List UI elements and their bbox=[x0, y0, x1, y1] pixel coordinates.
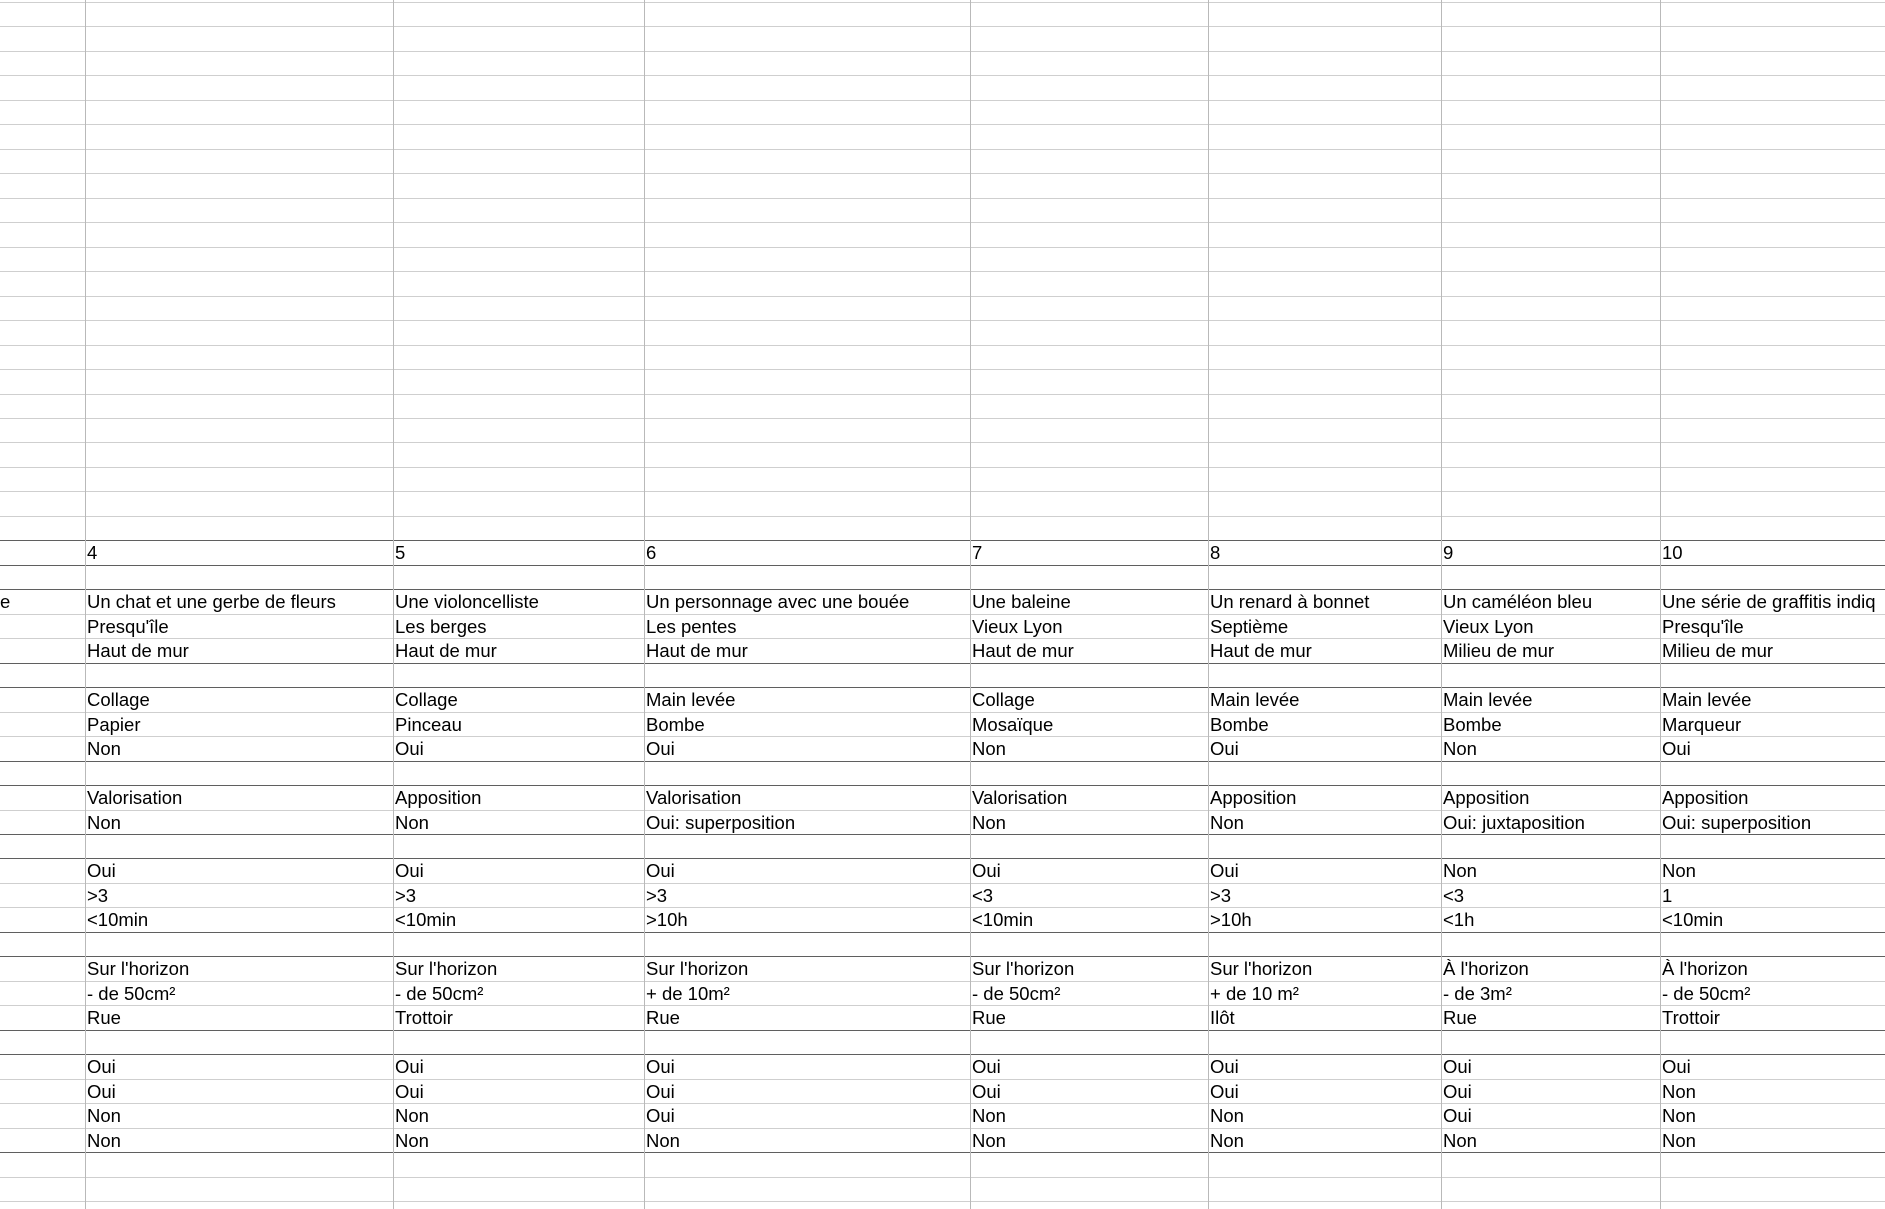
cell-serie[interactable]: Non bbox=[1443, 860, 1477, 882]
cell-relation[interactable]: Oui: juxtaposition bbox=[1443, 811, 1585, 833]
cell-critere_b[interactable]: Oui bbox=[646, 1080, 675, 1102]
cell-position[interactable]: Milieu de mur bbox=[1443, 640, 1555, 662]
cell-couleur[interactable]: Oui bbox=[646, 738, 675, 760]
cell-critere_a[interactable]: Oui bbox=[1210, 1056, 1239, 1078]
cell-relation[interactable]: Oui: superposition bbox=[1662, 811, 1812, 833]
cell-rapport[interactable]: Apposition bbox=[395, 787, 482, 809]
cell-relation[interactable]: Oui: superposition bbox=[646, 811, 796, 833]
cell-nom[interactable]: Un caméléon bleu bbox=[1443, 591, 1593, 613]
cell-critere_d[interactable]: Non bbox=[1443, 1129, 1477, 1151]
cell-technique[interactable]: Main levée bbox=[646, 689, 736, 711]
cell-critere_a[interactable]: Oui bbox=[646, 1056, 675, 1078]
cell-serie[interactable]: Oui bbox=[1210, 860, 1239, 882]
cell-critere_d[interactable]: Non bbox=[395, 1129, 429, 1151]
cell-quartier[interactable]: Les pentes bbox=[646, 615, 737, 637]
cell-surface[interactable]: + de 10 m² bbox=[1210, 982, 1299, 1004]
cell-duree[interactable]: >10h bbox=[1210, 909, 1252, 931]
column-number-cell[interactable]: 5 bbox=[395, 542, 406, 564]
cell-nom[interactable]: Une violoncelliste bbox=[395, 591, 539, 613]
cell-visibilite[interactable]: Sur l'horizon bbox=[87, 958, 190, 980]
cell-quartier[interactable]: Vieux Lyon bbox=[1443, 615, 1534, 637]
cell-critere_c[interactable]: Oui bbox=[646, 1105, 675, 1127]
cell-serie[interactable]: Oui bbox=[395, 860, 424, 882]
cell-critere_a[interactable]: Oui bbox=[1443, 1056, 1472, 1078]
cell-position[interactable]: Haut de mur bbox=[395, 640, 497, 662]
cell-surface[interactable]: + de 10m² bbox=[646, 982, 730, 1004]
cell-couleur[interactable]: Non bbox=[972, 738, 1006, 760]
cell-outil[interactable]: Bombe bbox=[646, 713, 705, 735]
cell-critere_b[interactable]: Oui bbox=[87, 1080, 116, 1102]
cell-relation[interactable]: Non bbox=[87, 811, 121, 833]
cell-couleur[interactable]: Oui bbox=[395, 738, 424, 760]
column-number-cell[interactable]: 8 bbox=[1210, 542, 1221, 564]
cell-couleur[interactable]: Oui bbox=[1210, 738, 1239, 760]
cell-nom[interactable]: Un renard à bonnet bbox=[1210, 591, 1370, 613]
cell-outil[interactable]: Bombe bbox=[1210, 713, 1269, 735]
cell-critere_b[interactable]: Oui bbox=[1210, 1080, 1239, 1102]
cell-position[interactable]: Haut de mur bbox=[972, 640, 1074, 662]
cell-technique[interactable]: Collage bbox=[395, 689, 458, 711]
cell-relation[interactable]: Non bbox=[1210, 811, 1244, 833]
cell-quartier[interactable]: Presqu'île bbox=[87, 615, 169, 637]
cell-serie[interactable]: Non bbox=[1662, 860, 1696, 882]
cell-surface[interactable]: - de 50cm² bbox=[1662, 982, 1751, 1004]
cell-couleur[interactable]: Non bbox=[87, 738, 121, 760]
cell-espace[interactable]: Trottoir bbox=[1662, 1007, 1720, 1029]
cell-technique[interactable]: Main levée bbox=[1443, 689, 1533, 711]
cell-critere_c[interactable]: Non bbox=[395, 1105, 429, 1127]
cell-duree[interactable]: <10min bbox=[87, 909, 149, 931]
cell-critere_b[interactable]: Non bbox=[1662, 1080, 1696, 1102]
cell-critere_b[interactable]: Oui bbox=[395, 1080, 424, 1102]
cell-quartier[interactable]: Vieux Lyon bbox=[972, 615, 1063, 637]
cell-visibilite[interactable]: Sur l'horizon bbox=[646, 958, 749, 980]
cell-critere_d[interactable]: Non bbox=[1210, 1129, 1244, 1151]
cell-technique[interactable]: Main levée bbox=[1662, 689, 1752, 711]
cell-nombre[interactable]: <3 bbox=[972, 884, 994, 906]
cell-technique[interactable]: Collage bbox=[87, 689, 150, 711]
cell-position[interactable]: Haut de mur bbox=[1210, 640, 1312, 662]
cell-nombre[interactable]: >3 bbox=[646, 884, 668, 906]
column-number-cell[interactable]: 10 bbox=[1662, 542, 1683, 564]
column-number-cell[interactable]: 9 bbox=[1443, 542, 1454, 564]
cell-espace[interactable]: Rue bbox=[1443, 1007, 1477, 1029]
cell-espace[interactable]: Rue bbox=[87, 1007, 121, 1029]
cell-espace[interactable]: Rue bbox=[646, 1007, 680, 1029]
cell-quartier[interactable]: Septième bbox=[1210, 615, 1289, 637]
cell-visibilite[interactable]: À l'horizon bbox=[1443, 958, 1529, 980]
cell-relation[interactable]: Non bbox=[395, 811, 429, 833]
cell-visibilite[interactable]: Sur l'horizon bbox=[1210, 958, 1313, 980]
cell-critere_d[interactable]: Non bbox=[972, 1129, 1006, 1151]
cell-critere_a[interactable]: Oui bbox=[87, 1056, 116, 1078]
cell-nombre[interactable]: <3 bbox=[1443, 884, 1465, 906]
cell-quartier[interactable]: Presqu'île bbox=[1662, 615, 1744, 637]
clipped-cell[interactable]: e bbox=[0, 591, 11, 613]
cell-surface[interactable]: - de 3m² bbox=[1443, 982, 1512, 1004]
cell-critere_c[interactable]: Non bbox=[1662, 1105, 1696, 1127]
cell-critere_d[interactable]: Non bbox=[1662, 1129, 1696, 1151]
cell-couleur[interactable]: Oui bbox=[1662, 738, 1691, 760]
cell-critere_a[interactable]: Oui bbox=[395, 1056, 424, 1078]
cell-surface[interactable]: - de 50cm² bbox=[87, 982, 176, 1004]
cell-critere_d[interactable]: Non bbox=[87, 1129, 121, 1151]
cell-serie[interactable]: Oui bbox=[646, 860, 675, 882]
cell-critere_a[interactable]: Oui bbox=[1662, 1056, 1691, 1078]
cell-nom[interactable]: Un chat et une gerbe de fleurs bbox=[87, 591, 336, 613]
cell-critere_a[interactable]: Oui bbox=[972, 1056, 1001, 1078]
cell-quartier[interactable]: Les berges bbox=[395, 615, 487, 637]
cell-nom[interactable]: Une baleine bbox=[972, 591, 1071, 613]
cell-surface[interactable]: - de 50cm² bbox=[395, 982, 484, 1004]
cell-critere_c[interactable]: Non bbox=[972, 1105, 1006, 1127]
cell-visibilite[interactable]: Sur l'horizon bbox=[395, 958, 498, 980]
cell-nom[interactable]: Un personnage avec une bouée bbox=[646, 591, 910, 613]
cell-surface[interactable]: - de 50cm² bbox=[972, 982, 1061, 1004]
column-number-cell[interactable]: 6 bbox=[646, 542, 657, 564]
column-number-cell[interactable]: 7 bbox=[972, 542, 983, 564]
cell-visibilite[interactable]: Sur l'horizon bbox=[972, 958, 1075, 980]
cell-rapport[interactable]: Apposition bbox=[1210, 787, 1297, 809]
cell-nombre[interactable]: >3 bbox=[395, 884, 417, 906]
cell-rapport[interactable]: Apposition bbox=[1662, 787, 1749, 809]
cell-duree[interactable]: <10min bbox=[395, 909, 457, 931]
cell-nombre[interactable]: 1 bbox=[1662, 884, 1673, 906]
cell-critere_b[interactable]: Oui bbox=[1443, 1080, 1472, 1102]
cell-outil[interactable]: Papier bbox=[87, 713, 141, 735]
cell-serie[interactable]: Oui bbox=[972, 860, 1001, 882]
cell-duree[interactable]: <10min bbox=[972, 909, 1034, 931]
cell-outil[interactable]: Pinceau bbox=[395, 713, 462, 735]
cell-duree[interactable]: <10min bbox=[1662, 909, 1724, 931]
cell-rapport[interactable]: Apposition bbox=[1443, 787, 1530, 809]
cell-critere_d[interactable]: Non bbox=[646, 1129, 680, 1151]
cell-duree[interactable]: <1h bbox=[1443, 909, 1475, 931]
cell-rapport[interactable]: Valorisation bbox=[972, 787, 1068, 809]
cell-nombre[interactable]: >3 bbox=[1210, 884, 1232, 906]
cell-nombre[interactable]: >3 bbox=[87, 884, 109, 906]
cell-visibilite[interactable]: À l'horizon bbox=[1662, 958, 1748, 980]
cell-critere_c[interactable]: Non bbox=[1210, 1105, 1244, 1127]
cell-rapport[interactable]: Valorisation bbox=[646, 787, 742, 809]
cell-espace[interactable]: Ilôt bbox=[1210, 1007, 1235, 1029]
column-number-cell[interactable]: 4 bbox=[87, 542, 98, 564]
cell-couleur[interactable]: Non bbox=[1443, 738, 1477, 760]
cell-technique[interactable]: Main levée bbox=[1210, 689, 1300, 711]
cell-nom[interactable]: Une série de graffitis indiq bbox=[1662, 591, 1876, 613]
cell-relation[interactable]: Non bbox=[972, 811, 1006, 833]
cell-position[interactable]: Milieu de mur bbox=[1662, 640, 1774, 662]
cell-critere_c[interactable]: Oui bbox=[1443, 1105, 1472, 1127]
cell-outil[interactable]: Mosaïque bbox=[972, 713, 1054, 735]
cell-serie[interactable]: Oui bbox=[87, 860, 116, 882]
cell-outil[interactable]: Bombe bbox=[1443, 713, 1502, 735]
cell-critere_b[interactable]: Oui bbox=[972, 1080, 1001, 1102]
cell-espace[interactable]: Rue bbox=[972, 1007, 1006, 1029]
cell-outil[interactable]: Marqueur bbox=[1662, 713, 1742, 735]
cell-duree[interactable]: >10h bbox=[646, 909, 688, 931]
cell-technique[interactable]: Collage bbox=[972, 689, 1035, 711]
cell-critere_c[interactable]: Non bbox=[87, 1105, 121, 1127]
cell-espace[interactable]: Trottoir bbox=[395, 1007, 453, 1029]
cell-rapport[interactable]: Valorisation bbox=[87, 787, 183, 809]
cell-position[interactable]: Haut de mur bbox=[87, 640, 189, 662]
cell-position[interactable]: Haut de mur bbox=[646, 640, 748, 662]
